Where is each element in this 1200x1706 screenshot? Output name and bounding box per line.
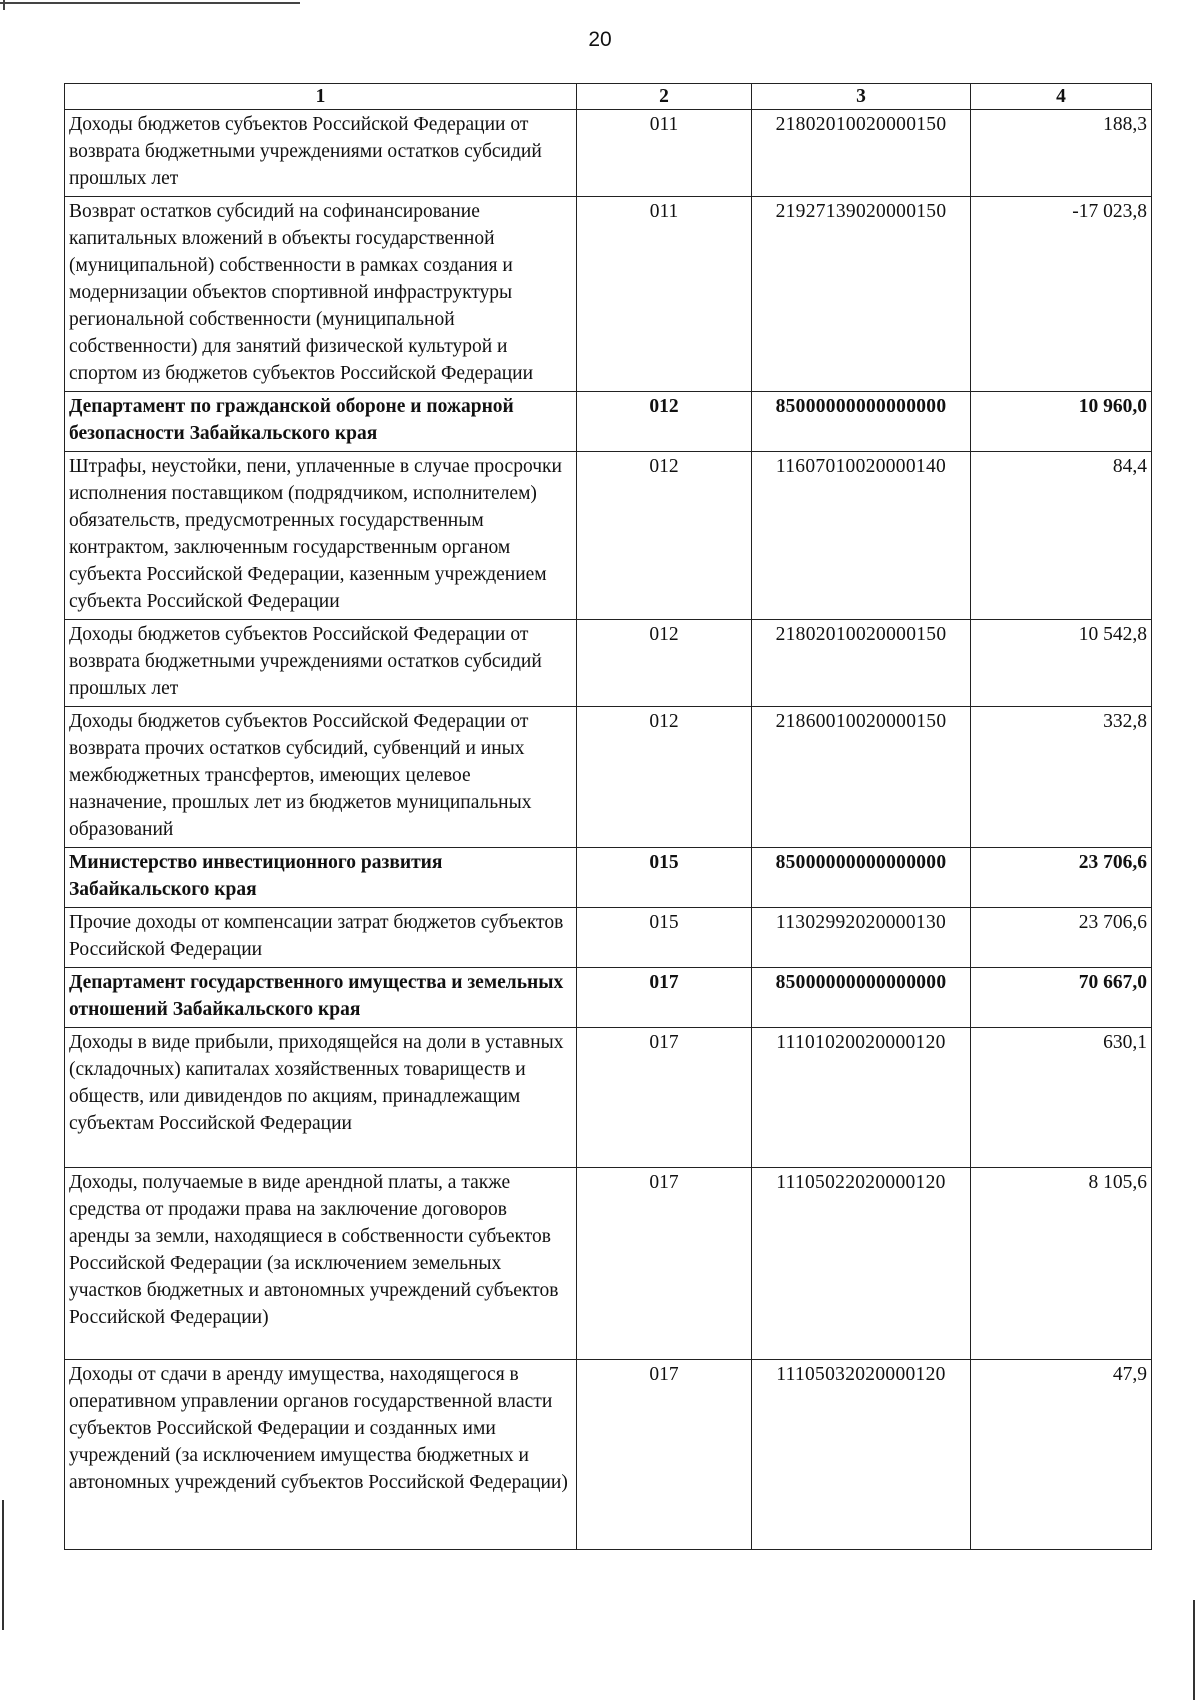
admin-code: 011	[577, 110, 752, 197]
admin-code: 012	[577, 707, 752, 848]
amount: 23 706,6	[971, 848, 1152, 908]
admin-code: 012	[577, 620, 752, 707]
department-name: Департамент государственного имущества и земельных отношений Забайкальского края	[65, 968, 577, 1028]
admin-code: 011	[577, 197, 752, 392]
revenue-name: Доходы, получаемые в виде арендной платы, а также средства от продажи права на заключение договоров аренды за земли, находящиеся в собственности субъектов Российской Федерации (за исключением земельных участков бюджетных и автономных учреждений субъектов Российской Федерации)	[65, 1168, 577, 1360]
table-row	[65, 197, 1152, 392]
revenue-name: Возврат остатков субсидий на софинансирование капитальных вложений в объекты государственной (муниципальной) собственности в рамках создания и модернизации объектов спортивной инфраструктуры региональной собственности (муниципальной собственности) для занятий физической культурой и спортом из бюджетов субъектов Российской Федерации	[65, 197, 577, 392]
table-header-row	[65, 84, 1152, 110]
table-row	[65, 1028, 1152, 1168]
budget-classification-code: 11302992020000130	[752, 908, 971, 968]
table-row	[65, 452, 1152, 620]
amount: 23 706,6	[971, 908, 1152, 968]
budget-classification-code: 85000000000000000	[752, 848, 971, 908]
table-row	[65, 908, 1152, 968]
revenue-name: Штрафы, неустойки, пени, уплаченные в случае просрочки исполнения поставщиком (подрядчиком, исполнителем) обязательств, предусмотренных государственным контрактом, заключенным государственным органом субъекта Российской Федерации, казенным учреждением субъекта Российской Федерации	[65, 452, 577, 620]
table-row	[65, 110, 1152, 197]
table-row	[65, 620, 1152, 707]
department-name: Министерство инвестиционного развития Забайкальского края	[65, 848, 577, 908]
department-row	[65, 392, 1152, 452]
budget-classification-code: 21802010020000150	[752, 110, 971, 197]
revenue-name: Доходы от сдачи в аренду имущества, находящегося в оперативном управлении органов государственной власти субъектов Российской Федерации и созданных ими учреждений (за исключением имущества бюджетных и автономных учреждений субъектов Российской Федерации)	[65, 1360, 577, 1550]
revenue-name: Доходы в виде прибыли, приходящейся на доли в уставных (складочных) капиталах хозяйственных товариществ и обществ, или дивидендов по акциям, принадлежащим субъектам Российской Федерации	[65, 1028, 577, 1168]
scan-edge-mark	[0, 0, 300, 10]
admin-code: 012	[577, 452, 752, 620]
budget-revenue-table	[64, 83, 1152, 1550]
amount: 188,3	[971, 110, 1152, 197]
table-row	[65, 1168, 1152, 1360]
revenue-name: Прочие доходы от компенсации затрат бюджетов субъектов Российской Федерации	[65, 908, 577, 968]
revenue-name: Доходы бюджетов субъектов Российской Федерации от возврата бюджетными учреждениями остатков субсидий прошлых лет	[65, 110, 577, 197]
admin-code: 012	[577, 392, 752, 452]
column-header-4: 4	[971, 84, 1152, 110]
budget-classification-code: 11607010020000140	[752, 452, 971, 620]
table-row	[65, 707, 1152, 848]
amount: 70 667,0	[971, 968, 1152, 1028]
admin-code: 015	[577, 908, 752, 968]
budget-classification-code: 85000000000000000	[752, 968, 971, 1028]
budget-classification-code: 21860010020000150	[752, 707, 971, 848]
revenue-name: Доходы бюджетов субъектов Российской Федерации от возврата бюджетными учреждениями остатков субсидий прошлых лет	[65, 620, 577, 707]
budget-classification-code: 11105032020000120	[752, 1360, 971, 1550]
scan-edge-mark-right	[1193, 1600, 1195, 1700]
budget-classification-code: 21802010020000150	[752, 620, 971, 707]
revenue-name: Доходы бюджетов субъектов Российской Федерации от возврата прочих остатков субсидий, субвенций и иных межбюджетных трансфертов, имеющих целевое назначение, прошлых лет из бюджетов муниципальных образований	[65, 707, 577, 848]
amount: 630,1	[971, 1028, 1152, 1168]
amount: 47,9	[971, 1360, 1152, 1550]
amount: 10 960,0	[971, 392, 1152, 452]
budget-classification-code: 85000000000000000	[752, 392, 971, 452]
admin-code: 017	[577, 1168, 752, 1360]
page-number: 20	[588, 28, 612, 51]
department-name: Департамент по гражданской обороне и пожарной безопасности Забайкальского края	[65, 392, 577, 452]
scan-edge-mark-left	[2, 1500, 4, 1630]
amount: 332,8	[971, 707, 1152, 848]
column-header-2: 2	[577, 84, 752, 110]
admin-code: 017	[577, 1028, 752, 1168]
amount: 8 105,6	[971, 1168, 1152, 1360]
department-row	[65, 848, 1152, 908]
budget-classification-code: 21927139020000150	[752, 197, 971, 392]
table-row	[65, 1360, 1152, 1550]
department-row	[65, 968, 1152, 1028]
amount: 84,4	[971, 452, 1152, 620]
admin-code: 015	[577, 848, 752, 908]
budget-classification-code: 11105022020000120	[752, 1168, 971, 1360]
column-header-1: 1	[65, 84, 577, 110]
admin-code: 017	[577, 1360, 752, 1550]
amount: 10 542,8	[971, 620, 1152, 707]
amount: -17 023,8	[971, 197, 1152, 392]
budget-classification-code: 11101020020000120	[752, 1028, 971, 1168]
admin-code: 017	[577, 968, 752, 1028]
column-header-3: 3	[752, 84, 971, 110]
